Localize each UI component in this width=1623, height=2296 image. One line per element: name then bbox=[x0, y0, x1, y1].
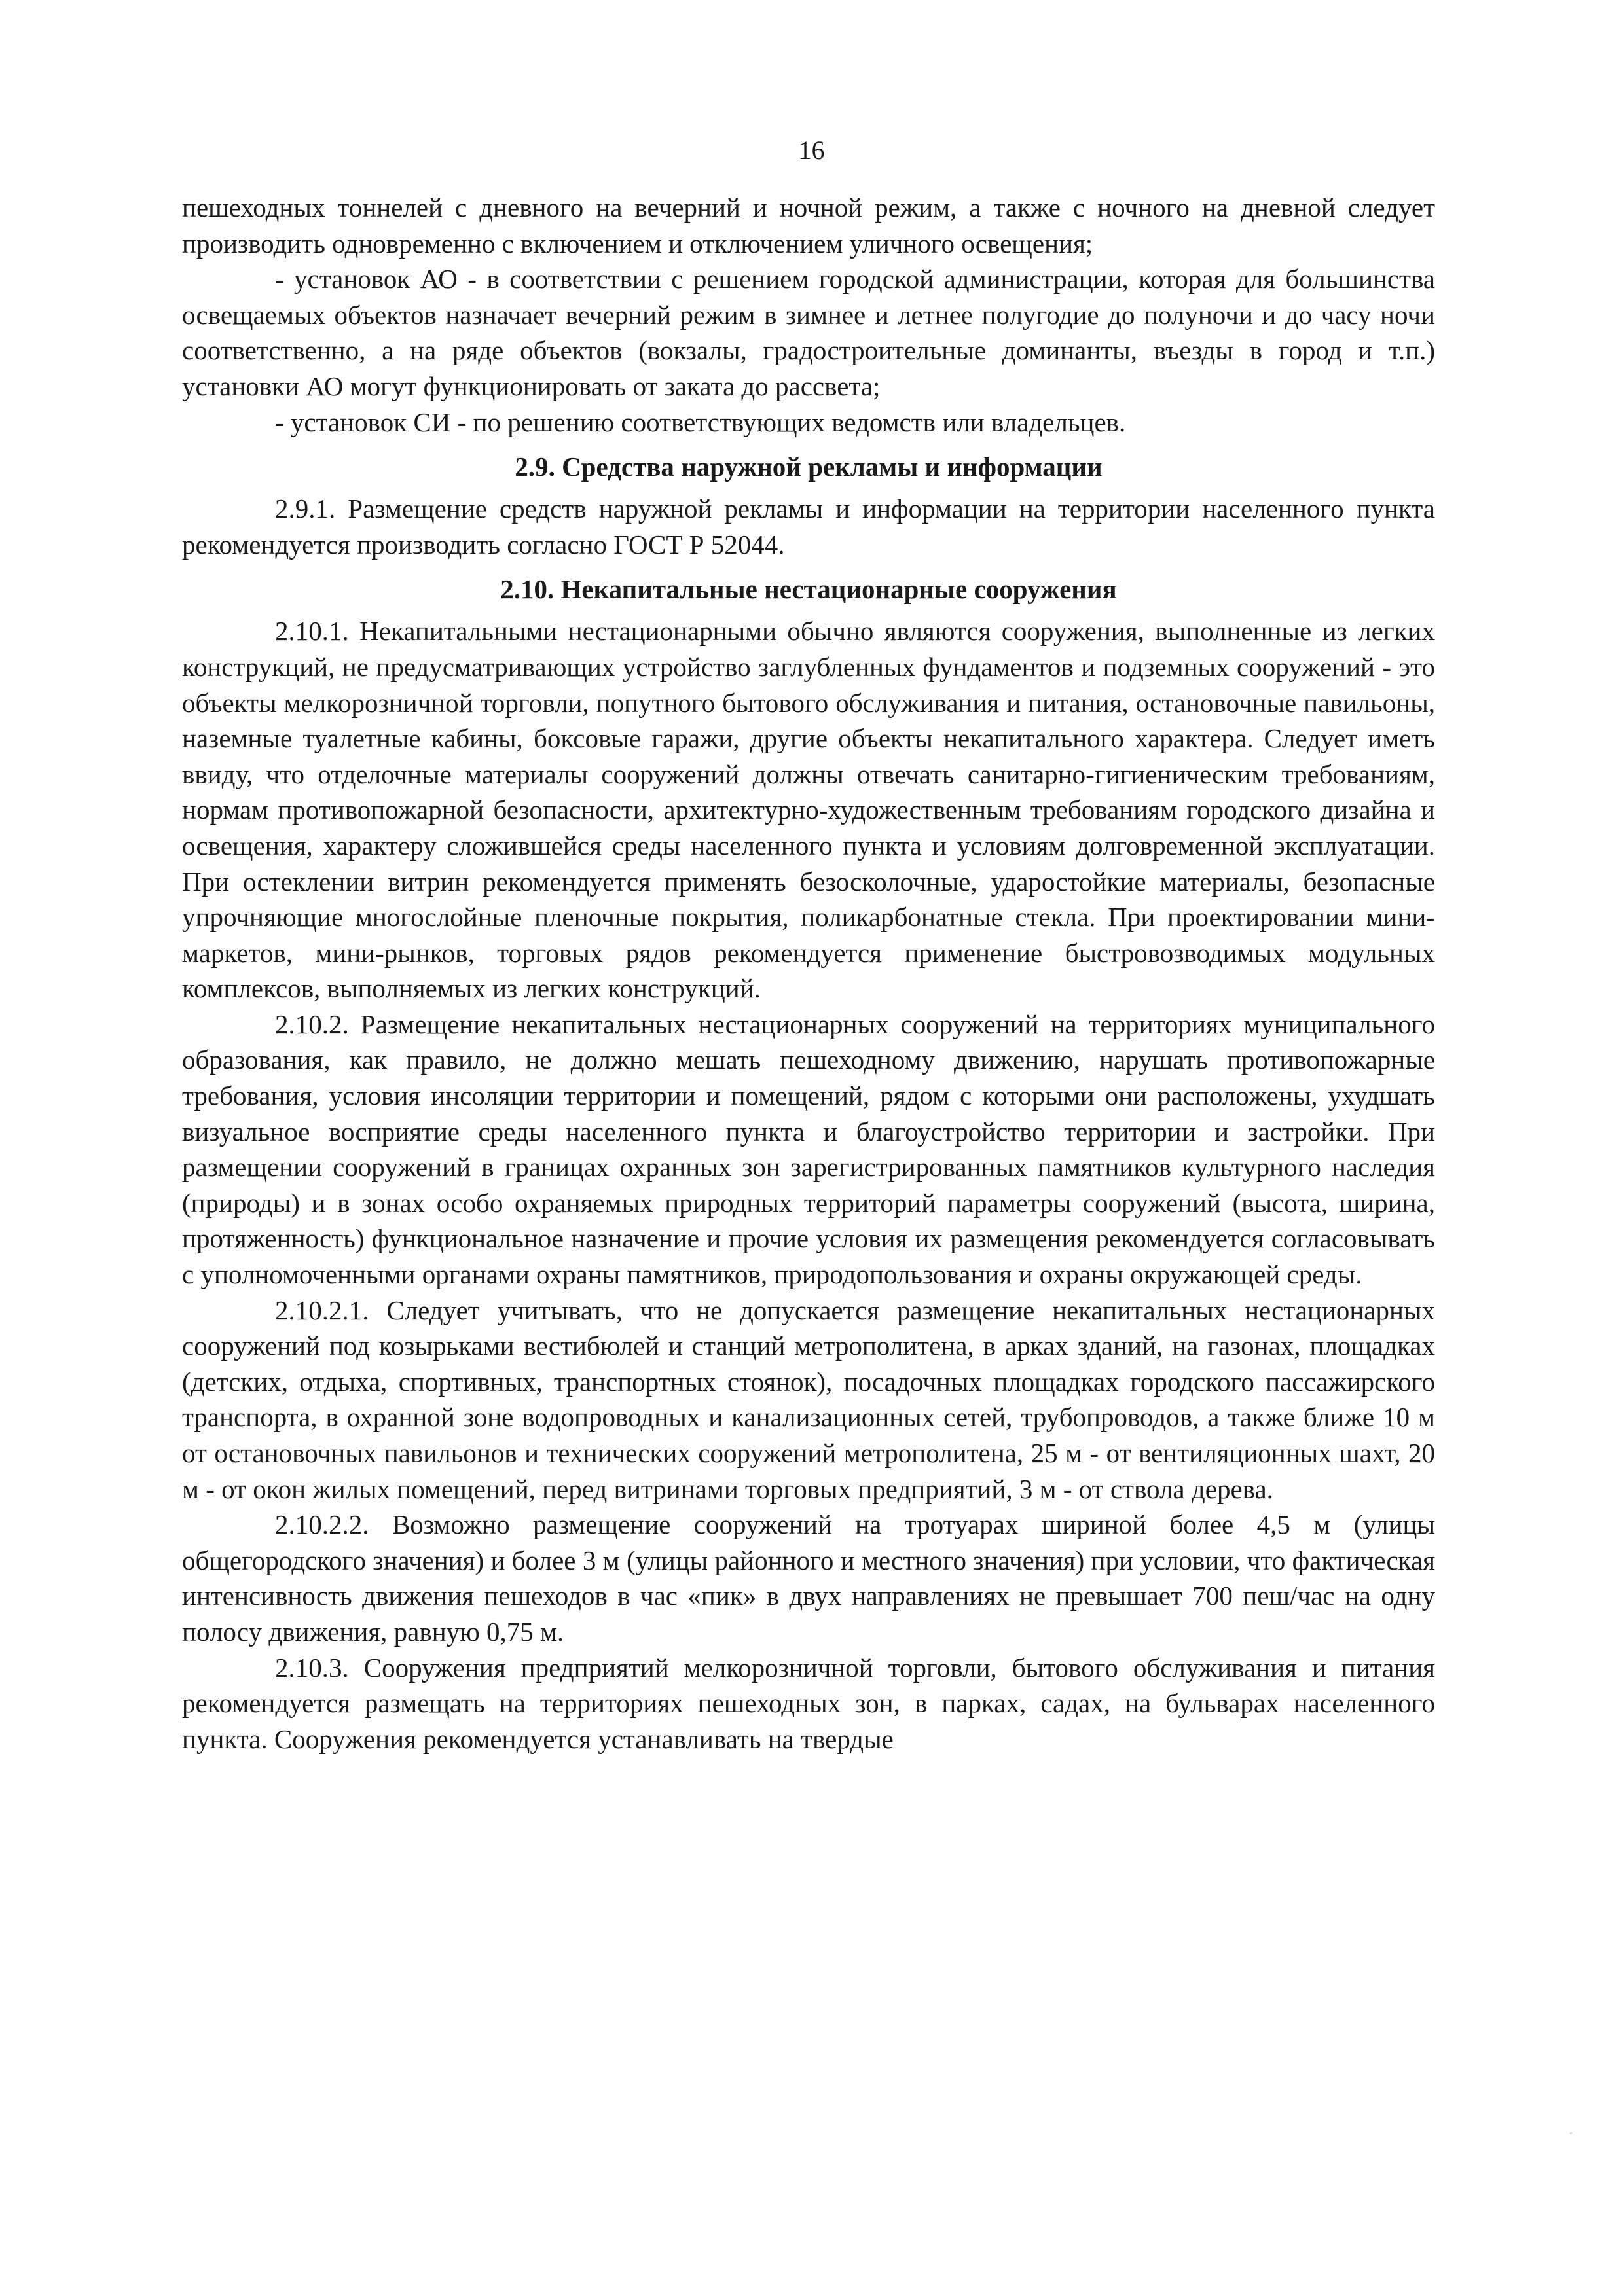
document-body bbox=[182, 190, 1435, 1757]
page-number: 16 bbox=[798, 135, 825, 165]
scan-dot bbox=[1570, 2132, 1572, 2134]
paragraph-ao-installations: - установок АО - в соответствии с решением городской администрации, которая для большинства освещаемых объектов назначает вечерний режим в зимнее и летнее полугодие до полуночи и до часу ночи соответственно, а на ряде объектов (вокзалы, градостроительные доминанты, въезды в город и т.п.) установки АО могут функционировать от заката до рассвета; bbox=[182, 264, 1435, 401]
paragraph-continuation: пешеходных тоннелей с дневного на вечерний и ночной режим, а также с ночного на дневной следует производить одновременно с включением и отключением уличного освещения; bbox=[182, 192, 1435, 259]
paragraph-2-10-1: 2.10.1. Некапитальными нестационарными обычно являются сооружения, выполненные из легких конструкций, не предусматривающих устройство заглубленных фундаментов и подземных сооружений - это объекты мелкорозничной торговли, попутного бытового обслуживания и питания, остановочные павильоны, наземные туалетные кабины, боксовые гаражи, другие объекты некапитального характера. Следует иметь ввиду, что отделочные материалы сооружений должны отвечать санитарно-гигиеническим требованиям, нормам противопожарной безопасности, архитектурно-художественным требованиям городского дизайна и освещения, характеру сложившейся среды населенного пункта и условиям долговременной эксплуатации. При остеклении витрин рекомендуется применять безосколочные, ударостойкие материалы, безопасные упрочняющие многослойные пленочные покрытия, поликарбонатные стекла. При проектировании мини-маркетов, мини-рынков, торговых рядов рекомендуется применение быстровозводимых модульных комплексов, выполняемых из легких конструкций. bbox=[182, 616, 1435, 1004]
paragraph-2-10-2-2: 2.10.2.2. Возможно размещение сооружений на тротуарах шириной более 4,5 м (улицы общегородского значения) и более 3 м (улицы районного и местного значения) при условии, что фактическая интенсивность движения пешеходов в час «пик» в двух направлениях не превышает 700 пеш/час на одну полосу движения, равную 0,75 м. bbox=[182, 1509, 1435, 1647]
paragraph-2-10-3: 2.10.3. Сооружения предприятий мелкорозничной торговли, бытового обслуживания и питания рекомендуется размещать на территориях пешеходных зон, в парках, садах, на бульварах населенного пункта. Сооружения рекомендуется устанавливать на твердые bbox=[182, 1652, 1435, 1754]
paragraph-2-10-2-1: 2.10.2.1. Следует учитывать, что не допускается размещение некапитальных нестационарных сооружений под козырьками вестибюлей и станций метрополитена, в арках зданий, на газонах, площадках (детских, отдыха, спортивных, транспортных стоянок), посадочных площадках городского пассажирского транспорта, в охранной зоне водопроводных и канализационных сетей, трубопроводов, а также ближе 10 м от остановочных павильонов и технических сооружений метрополитена, 25 м - от вентиляционных шахт, 20 м - от окон жилых помещений, перед витринами торговых предприятий, 3 м - от ствола дерева. bbox=[182, 1295, 1435, 1504]
paragraph-2-10-2: 2.10.2. Размещение некапитальных нестационарных сооружений на территориях муниципального образования, как правило, не должно мешать пешеходному движению, нарушать противопожарные требования, условия инсоляции территории и помещений, рядом с которыми они расположены, ухудшать визуальное восприятие среды населенного пункта и благоустройство территории и застройки. При размещении сооружений в границах охранных зон зарегистрированных памятников культурного наследия (природы) и в зонах особо охраняемых природных территорий параметры сооружений (высота, ширина, протяженность) функциональное назначение и прочие условия их размещения рекомендуется согласовывать с уполномоченными органами охраны памятников, природопользования и охраны окружающей среды. bbox=[182, 1009, 1435, 1290]
section-heading-2-9: 2.9. Средства наружной рекламы и информации bbox=[515, 452, 1103, 482]
paragraph-si-installations: - установок СИ - по решению соответствующих ведомств или владельцев. bbox=[275, 406, 1126, 437]
paragraph-2-9-1: 2.9.1. Размещение средств наружной рекламы и информации на территории населенного пункта рекомендуется производить согласно ГОСТ Р 52044. bbox=[182, 493, 1435, 560]
section-heading-2-10: 2.10. Некапитальные нестационарные сооружения bbox=[500, 574, 1117, 605]
